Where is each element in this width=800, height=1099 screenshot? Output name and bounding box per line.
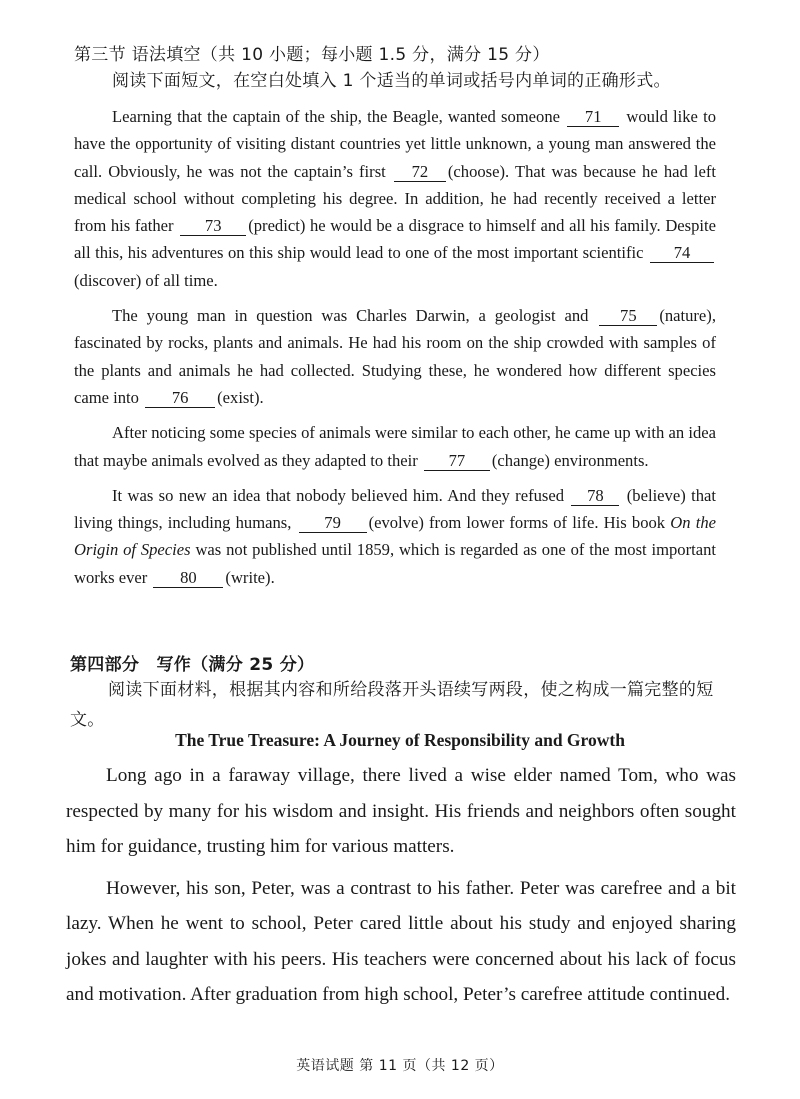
blank-79[interactable]: 79 [299, 514, 367, 533]
blank-76[interactable]: 76 [145, 389, 215, 408]
passage-text: would like to have the opportunity of visiting distant countries yet little unknown, a young man answered the call. Obviously, he was not the captain’s first [74, 107, 716, 181]
blank-75[interactable]: 75 [599, 307, 657, 326]
part4-header: 第四部分 写作（满分 25 分） [70, 655, 315, 675]
passage-text: (choose). That was because he had left medical school without completing his degree. In addition, he had recently received a letter from his father [74, 161, 717, 236]
passage-text: (write). [225, 567, 275, 587]
blank-71[interactable]: 71 [567, 108, 619, 127]
passage-text: (believe) that living things, including humans, [74, 485, 716, 533]
passage-text: was not published until 1859, which is regarded as one of the most important works ever [74, 540, 716, 587]
passage-text: (change) environments. [491, 450, 649, 470]
passage-text: After noticing some species of animals were similar to each other, he came up with an idea that maybe animals evolved as they adapted to their [74, 423, 716, 470]
book-title: On the Origin of Species [74, 513, 716, 560]
part4-instruction: 阅读下面材料，根据其内容和所给段落开头语续写两段，使之构成一篇完整的短文。 [70, 680, 714, 730]
passage-text: (evolve) from lower forms of life. His book [368, 513, 666, 533]
story-body [66, 758, 736, 1013]
blank-73[interactable]: 73 [180, 217, 246, 236]
section3-header: 第三节 语法填空（共 10 小题；每小题 1.5 分，满分 15 分） [74, 45, 550, 65]
passage-text: The young man in question was Charles Darwin, a geologist and [112, 306, 589, 326]
passage-paragraph-2 [74, 302, 716, 411]
passage-text: (nature), fascinated by rocks, plants and animals. He had his room on the ship crowded with samples of the plants and animals he had collected. Studying these, he wondered how different species came into [74, 306, 716, 407]
passage-paragraph-4 [74, 482, 716, 591]
story-title: The True Treasure: A Journey of Responsibility and Growth [175, 730, 625, 750]
passage-text: Learning that the captain of the ship, the Beagle, wanted someone [112, 107, 560, 126]
blank-80[interactable]: 80 [153, 569, 223, 588]
story-paragraph-1: Long ago in a faraway village, there lived a wise elder named Tom, who was respected by many for his wisdom and insight. His friends and neighbors often sought him for guidance, trusting him for various matters. [66, 765, 736, 857]
blank-77[interactable]: 77 [424, 452, 490, 471]
passage-paragraph-3 [74, 419, 716, 474]
grammar-passage [74, 103, 716, 591]
passage-text: (predict) he would be a disgrace to himself and all his family. Despite all this, his adventures on this ship would lead to one of the most important scientific [74, 216, 717, 263]
passage-paragraph-1 [74, 103, 716, 294]
blank-72[interactable]: 72 [394, 163, 446, 182]
blank-74[interactable]: 74 [650, 244, 714, 263]
story-paragraph-2: However, his son, Peter, was a contrast to his father. Peter was carefree and a bit lazy. When he went to school, Peter cared little about his study and enjoyed sharing jokes and laughter with his peers. His teachers were concerned about his lack of focus and motivation. After graduation from high school, Peter’s carefree attitude continued. [66, 877, 736, 1005]
blank-78[interactable]: 78 [571, 487, 619, 506]
section3-instruction: 阅读下面短文，在空白处填入 1 个适当的单词或括号内单词的正确形式。 [112, 71, 671, 91]
passage-text: (exist). [217, 387, 264, 407]
page-footer: 英语试题 第 11 页（共 12 页） [296, 1058, 504, 1074]
passage-text: It was so new an idea that nobody believed him. And they refused [112, 485, 565, 505]
passage-text: (discover) of all time. [74, 270, 218, 290]
